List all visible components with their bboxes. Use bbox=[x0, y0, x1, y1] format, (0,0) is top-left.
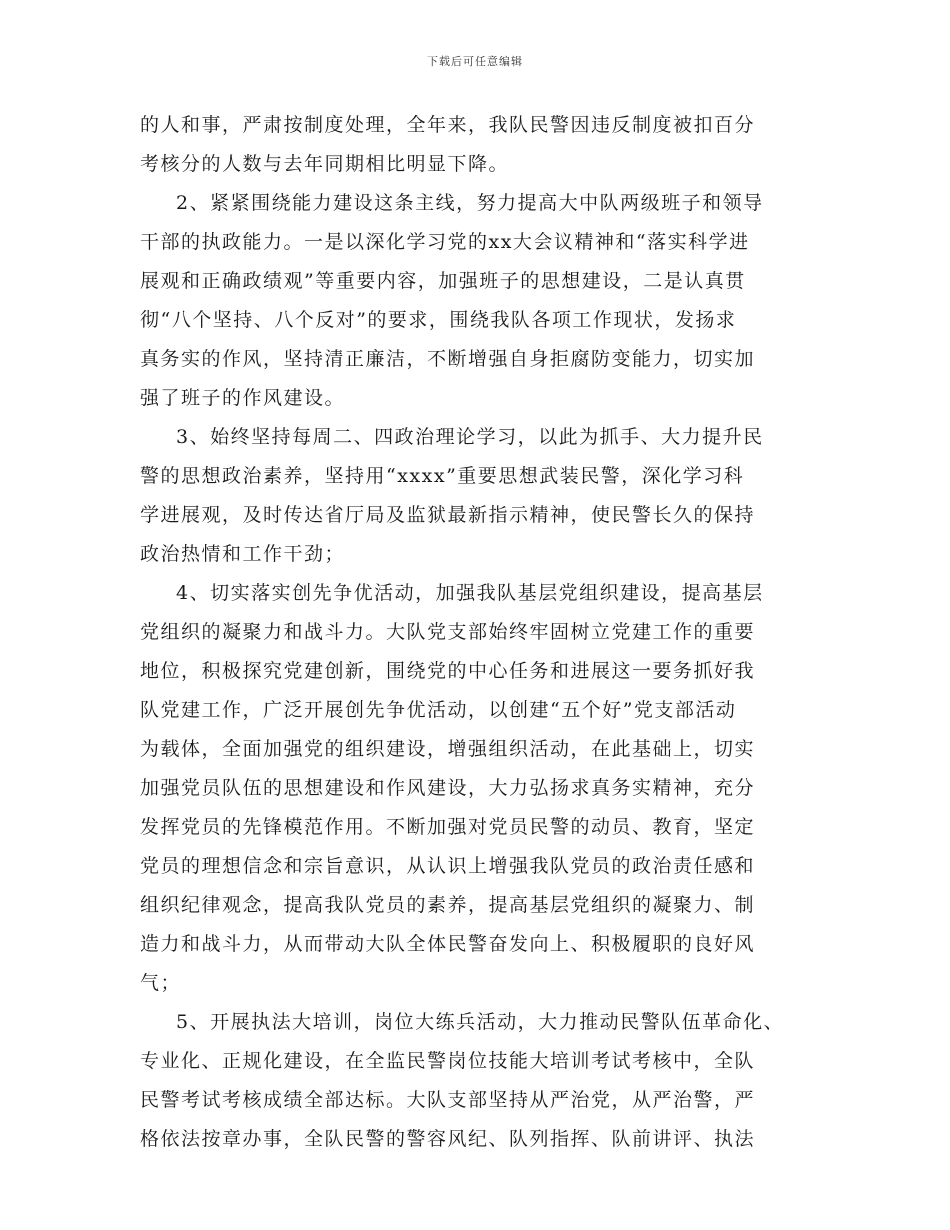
text-line: 加强党员队伍的思想建设和作风建设，大力弘扬求真务实精神，充分 bbox=[140, 777, 756, 799]
text-line: 党组织的凝聚力和战斗力。大队党支部始终牢固树立党建工作的重要 bbox=[140, 621, 756, 643]
text-line: 彻“八个坚持、八个反对”的要求，围绕我队各项工作现状，发扬求 bbox=[140, 309, 737, 331]
text-line: 党员的理想信念和宗旨意识，从认识上增强我队党员的政治责任感和 bbox=[140, 855, 756, 877]
text-line: 干部的执政能力。一是以深化学习党的xx大会议精神和“落实科学进 bbox=[140, 231, 750, 253]
text-line: 政治热情和工作干劲； bbox=[140, 543, 346, 565]
text-line: 展观和正确政绩观”等重要内容，加强班子的思想建设，二是认真贯 bbox=[140, 270, 746, 292]
text-line: 警的思想政治素养，坚持用“xxxx”重要思想武装民警，深化学习科 bbox=[140, 465, 745, 487]
text-line: 气； bbox=[140, 972, 182, 994]
text-line: 造力和战斗力，从而带动大队全体民警奋发向上、积极履职的良好风 bbox=[140, 933, 756, 955]
text-line: 队党建工作，广泛开展创先争优活动，以创建“五个好”党支部活动 bbox=[140, 699, 737, 721]
text-line: 3、始终坚持每周二、四政治理论学习，以此为抓手、大力提升民 bbox=[176, 426, 764, 448]
text-line: 的人和事，严肃按制度处理，全年来，我队民警因违反制度被扣百分 bbox=[140, 114, 756, 136]
text-line: 格依法按章办事，全队民警的警容风纪、队列指挥、队前讲评、执法 bbox=[140, 1128, 756, 1150]
text-line: 地位，积极探究党建创新，围绕党的中心任务和进展这一要务抓好我 bbox=[140, 660, 756, 682]
text-line: 2、紧紧围绕能力建设这条主线，努力提高大中队两级班子和领导 bbox=[176, 192, 764, 214]
text-line: 强了班子的作风建设。 bbox=[140, 387, 346, 409]
text-line: 4、切实落实创先争优活动，加强我队基层党组织建设，提高基层 bbox=[176, 582, 764, 604]
document-body bbox=[140, 106, 805, 1159]
page-header: 下载后可任意编辑 bbox=[427, 55, 523, 68]
text-line: 专业化、正规化建设，在全监民警岗位技能大培训考试考核中，全队 bbox=[140, 1050, 756, 1072]
text-line: 民警考试考核成绩全部达标。大队支部坚持从严治党，从严治警，严 bbox=[140, 1089, 756, 1111]
text-line: 5、开展执法大培训，岗位大练兵活动，大力推动民警队伍革命化、 bbox=[176, 1011, 785, 1033]
text-line: 考核分的人数与去年同期相比明显下降。 bbox=[140, 153, 510, 175]
text-line: 组织纪律观念，提高我队党员的素养，提高基层党组织的凝聚力、制 bbox=[140, 894, 756, 916]
text-line: 发挥党员的先锋模范作用。不断加强对党员民警的动员、教育，坚定 bbox=[140, 816, 756, 838]
text-line: 为载体，全面加强党的组织建设，增强组织活动，在此基础上，切实 bbox=[140, 738, 756, 760]
text-line: 学进展观，及时传达省厅局及监狱最新指示精神，使民警长久的保持 bbox=[140, 504, 756, 526]
text-line: 真务实的作风，坚持清正廉洁，不断增强自身拒腐防变能力，切实加 bbox=[140, 348, 756, 370]
